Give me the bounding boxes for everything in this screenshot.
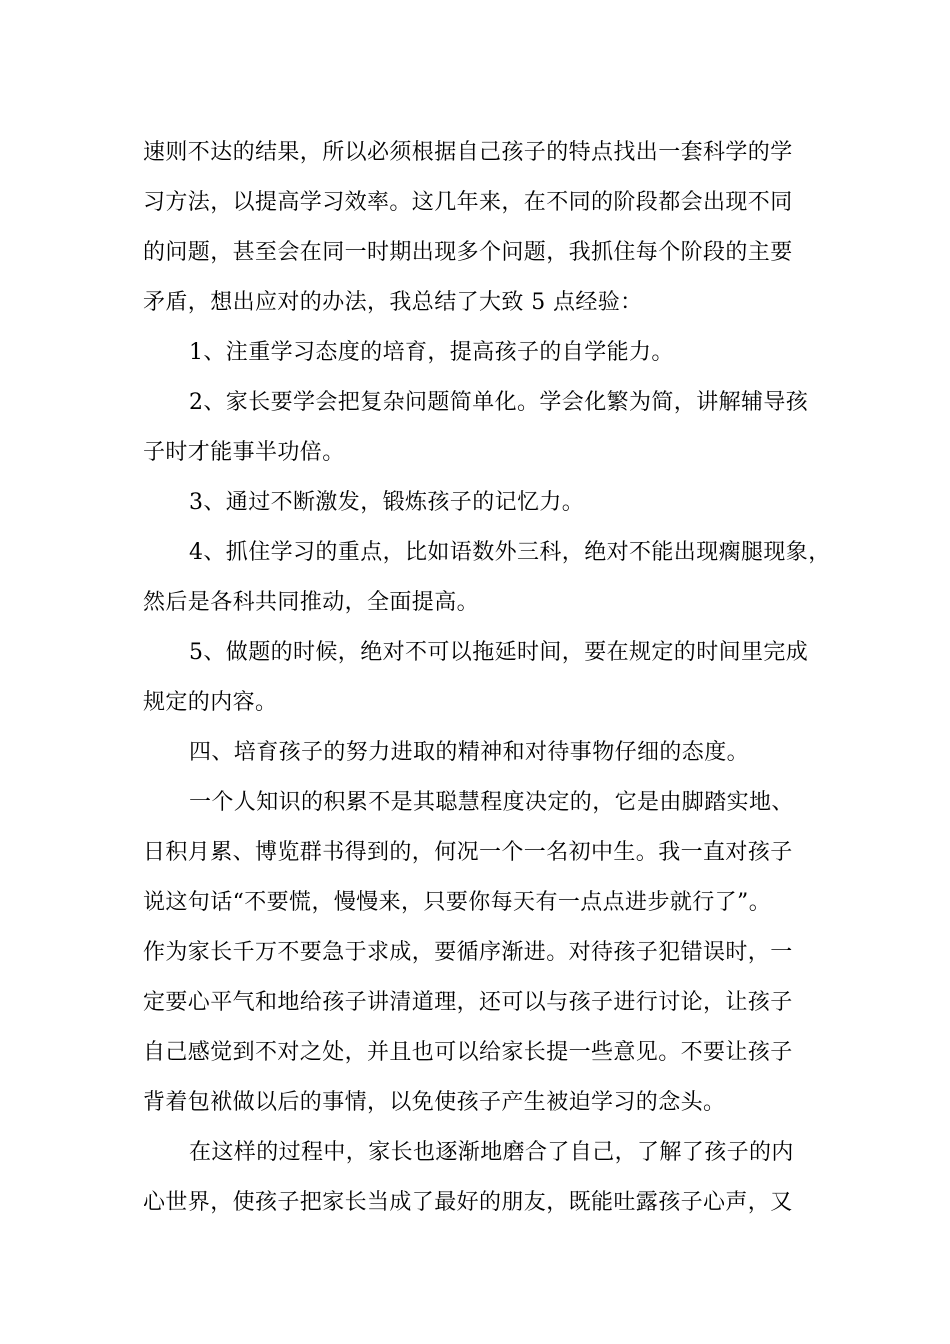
text-line: 子时才能事半功倍。 — [143, 440, 345, 465]
text-line: 矛盾，想出应对的办法，我总结了大致 5 点经验： — [143, 290, 643, 315]
text-line: 在这样的过程中，家长也逐渐地磨合了自己，了解了孩子的内 — [189, 1140, 794, 1165]
text-line: 1、注重学习态度的培育，提高孩子的自学能力。 — [189, 340, 674, 365]
text-line: 四、培育孩子的努力进取的精神和对待事物仔细的态度。 — [189, 740, 750, 765]
text-line: 的问题，甚至会在同一时期出现多个问题，我抓住每个阶段的主要 — [143, 240, 793, 265]
text-line: 习方法，以提高学习效率。这几年来，在不同的阶段都会出现不同 — [143, 190, 793, 215]
text-line: 4、抓住学习的重点，比如语数外三科，绝对不能出现瘸腿现象， — [189, 540, 831, 565]
text-line: 然后是各科共同推动，全面提高。 — [143, 590, 480, 615]
text-line: 说这句话“不要慌，慢慢来，只要你每天有一点点进步就行了”。 — [143, 890, 772, 915]
text-line: 规定的内容。 — [143, 690, 278, 715]
text-line: 心世界，使孩子把家长当成了最好的朋友，既能吐露孩子心声，又 — [143, 1190, 793, 1215]
text-line: 速则不达的结果，所以必须根据自己孩子的特点找出一套科学的学 — [143, 140, 793, 165]
text-line: 日积月累、博览群书得到的，何况一个一名初中生。我一直对孩子 — [143, 840, 793, 865]
text-line: 背着包袱做以后的事情，以免使孩子产生被迫学习的念头。 — [143, 1090, 726, 1115]
text-line: 定要心平气和地给孩子讲清道理，还可以与孩子进行讨论，让孩子 — [143, 990, 793, 1015]
document-body — [143, 128, 831, 1228]
text-line: 5、做题的时候，绝对不可以拖延时间，要在规定的时间里完成 — [189, 640, 809, 665]
text-line: 一个人知识的积累不是其聪慧程度决定的，它是由脚踏实地、 — [189, 790, 794, 815]
text-line: 3、通过不断激发，锻炼孩子的记忆力。 — [189, 490, 585, 515]
text-line: 作为家长千万不要急于求成，要循序渐进。对待孩子犯错误时，一 — [143, 940, 793, 965]
text-line: 自己感觉到不对之处，并且也可以给家长提一些意见。不要让孩子 — [143, 1040, 793, 1065]
text-line: 2、家长要学会把复杂问题简单化。学会化繁为简，讲解辅导孩 — [189, 390, 809, 415]
